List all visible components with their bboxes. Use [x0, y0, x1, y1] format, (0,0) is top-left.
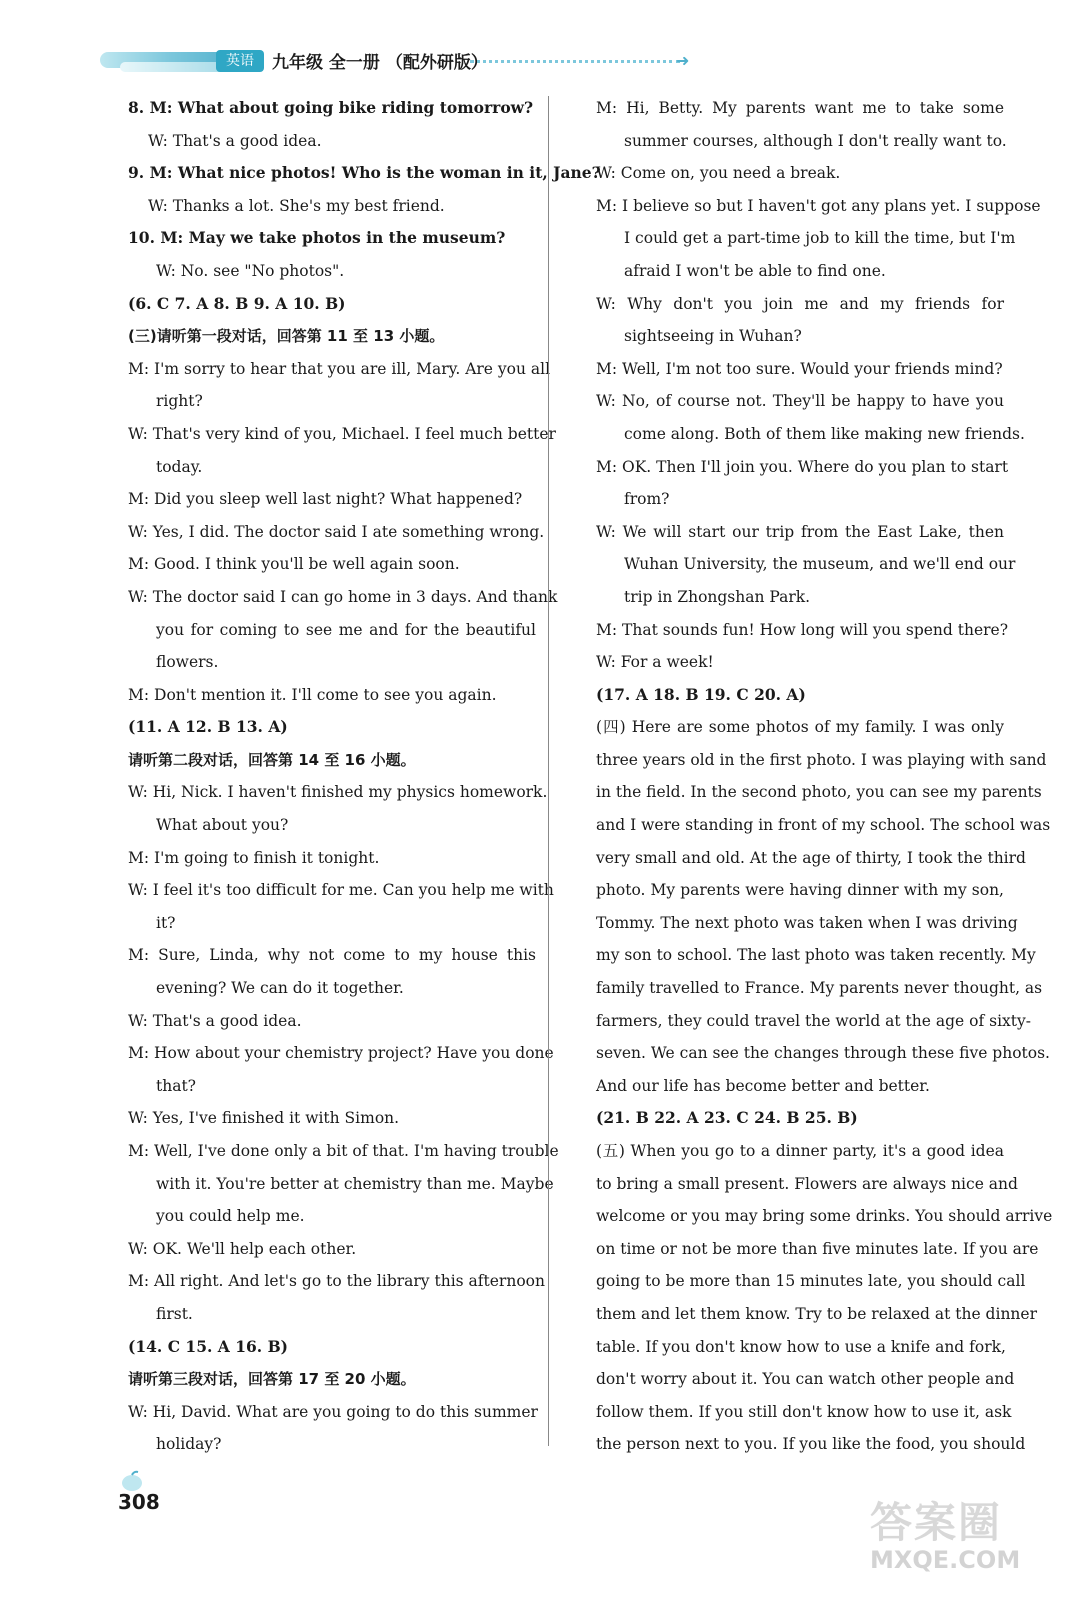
text-line: the person next to you. If you like the food, you should: [596, 1435, 1026, 1454]
text-line: sightseeing in Wuhan?: [624, 327, 802, 346]
text-line: (17. A 18. B 19. C 20. A): [596, 684, 806, 704]
header-dotted-line: [470, 60, 680, 63]
text-line: W: That's a good idea.: [128, 1011, 302, 1030]
text-line: seven. We can see the changes through these five photos.: [596, 1044, 1050, 1063]
text-line: going to be more than 15 minutes late, you should call: [596, 1272, 1026, 1291]
text-line: W: No. see "No photos".: [156, 261, 345, 280]
text-line: first.: [156, 1304, 193, 1323]
text-line: W: Yes, I've finished it with Simon.: [128, 1109, 400, 1128]
page-header: [100, 40, 720, 80]
text-line: table. If you don't know how to use a knife and fork,: [596, 1337, 1006, 1356]
watermark: [870, 1490, 1030, 1590]
text-line: very small and old. At the age of thirty, I took the third: [596, 848, 1026, 867]
text-line: 8. M: What about going bike riding tomorrow?: [128, 98, 534, 117]
text-line: in the field. In the second photo, you can see my parents: [596, 783, 1042, 802]
text-line: three years old in the first photo. I was playing with sand: [596, 750, 1047, 769]
text-line: with it. You're better at chemistry than me. Maybe: [156, 1174, 554, 1193]
text-line: W: Thanks a lot. She's my best friend.: [148, 196, 445, 215]
text-line: W: Yes, I did. The doctor said I ate something wrong.: [128, 522, 545, 541]
text-line: to bring a small present. Flowers are always nice and: [596, 1174, 1018, 1193]
text-line: 请听第三段对话，回答第 17 至 20 小题。: [128, 1370, 416, 1389]
text-line: M: How about your chemistry project? Have you done: [128, 1044, 554, 1063]
subject-tag: 英语: [216, 50, 264, 72]
text-line: today.: [156, 457, 203, 476]
text-line: M: Sure, Linda, why not come to my house this: [128, 946, 536, 965]
text-line: M: Did you sleep well last night? What happened?: [128, 490, 523, 509]
text-line: W: We will start our trip from the East Lake, then: [596, 522, 1004, 541]
text-line: don't worry about it. You can watch other people and: [596, 1370, 1015, 1389]
text-line: W: That's very kind of you, Michael. I feel much better: [128, 424, 556, 443]
text-line: holiday?: [156, 1435, 222, 1454]
text-line: (6. C 7. A 8. B 9. A 10. B): [128, 293, 346, 313]
text-line: W: Why don't you join me and my friends for: [596, 294, 1004, 313]
text-line: W: Come on, you need a break.: [596, 164, 841, 183]
text-line: W: For a week!: [596, 653, 714, 672]
watermark-url: MXQE.COM: [870, 1546, 1021, 1574]
text-line: my son to school. The last photo was taken recently. My: [596, 946, 1036, 965]
watermark-logo-text: 答案圈: [870, 1498, 1003, 1547]
text-line: W: Hi, Nick. I haven't finished my physics homework.: [128, 783, 548, 802]
page-number: 308: [118, 1490, 160, 1514]
text-line: W: That's a good idea.: [148, 131, 322, 150]
text-line: M: I believe so but I haven't got any plans yet. I suppose: [596, 196, 1041, 215]
arrow-icon: ➜: [676, 51, 690, 70]
text-line: flowers.: [156, 653, 219, 672]
text-line: I could get a part-time job to kill the time, but I'm: [624, 229, 1016, 248]
text-line: M: Hi, Betty. My parents want me to take some: [596, 99, 1004, 117]
text-line: family travelled to France. My parents never thought, as: [596, 979, 1043, 998]
left-column: [128, 92, 601, 1461]
book-title: 九年级 全一册 （配外研版）: [272, 53, 488, 73]
text-line: afraid I won't be able to find one.: [624, 261, 886, 280]
text-line: (14. C 15. A 16. B): [128, 1336, 289, 1356]
text-line: W: Hi, David. What are you going to do this summer: [128, 1402, 538, 1421]
text-line: them and let them know. Try to be relaxed at the dinner: [596, 1304, 1037, 1323]
text-line: What about you?: [156, 816, 289, 835]
text-line: follow them. If you still don't know how to use it, ask: [596, 1402, 1012, 1421]
text-line: (21. B 22. A 23. C 24. B 25. B): [596, 1108, 858, 1128]
text-line: it?: [156, 913, 176, 932]
text-line: W: No, of course not. They'll be happy to have you: [596, 392, 1004, 411]
right-column: [596, 92, 1053, 1461]
text-line: (四) Here are some photos of my family. I was only: [596, 718, 1004, 737]
text-line: M: Good. I think you'll be well again soon.: [128, 555, 460, 574]
text-line: M: I'm sorry to hear that you are ill, Mary. Are you all: [128, 359, 551, 378]
text-line: (11. A 12. B 13. A): [128, 717, 288, 737]
text-line: and I were standing in front of my school. The school was: [596, 816, 1051, 835]
header-decoration-secondary: [120, 62, 230, 72]
text-line: W: OK. We'll help each other.: [128, 1239, 357, 1258]
text-line: right?: [156, 392, 203, 411]
text-line: M: OK. Then I'll join you. Where do you plan to start: [596, 457, 1009, 476]
text-line: farmers, they could travel the world at the age of sixty-: [596, 1011, 1032, 1030]
text-line: welcome or you may bring some drinks. You should arrive: [596, 1207, 1053, 1226]
apple-icon: [120, 1470, 144, 1492]
text-line: W: I feel it's too difficult for me. Can you help me with: [128, 881, 554, 900]
text-line: you for coming to see me and for the beautiful: [156, 620, 536, 639]
column-divider: [548, 96, 549, 1446]
text-line: Wuhan University, the museum, and we'll end our: [624, 555, 1016, 574]
text-line: M: That sounds fun! How long will you spend there?: [596, 620, 1009, 639]
text-line: from?: [624, 490, 670, 509]
text-line: M: Well, I'm not too sure. Would your friends mind?: [596, 359, 1003, 378]
text-line: M: I'm going to finish it tonight.: [128, 848, 380, 867]
text-line: trip in Zhongshan Park.: [624, 587, 811, 606]
text-line: M: Well, I've done only a bit of that. I'm having trouble: [128, 1142, 559, 1160]
text-line: that?: [156, 1076, 196, 1095]
text-line: 请听第二段对话，回答第 14 至 16 小题。: [128, 750, 416, 769]
text-line: come along. Both of them like making new friends.: [624, 424, 1025, 443]
text-line: you could help me.: [156, 1207, 305, 1226]
text-line: 10. M: May we take photos in the museum?: [128, 228, 506, 248]
text-line: on time or not be more than five minutes late. If you are: [596, 1239, 1039, 1258]
text-line: W: The doctor said I can go home in 3 days. And thank: [128, 587, 558, 606]
text-line: And our life has become better and better.: [596, 1076, 930, 1095]
text-line: photo. My parents were having dinner with my son,: [596, 881, 1004, 900]
text-line: M: All right. And let's go to the library this afternoon: [128, 1272, 545, 1291]
text-line: (五) When you go to a dinner party, it's a good idea: [596, 1142, 1004, 1160]
text-line: Tommy. The next photo was taken when I was driving: [596, 913, 1018, 932]
text-line: 9. M: What nice photos! Who is the woman in it, Jane?: [128, 163, 601, 183]
text-line: (三)请听第一段对话，回答第 11 至 13 小题。: [128, 327, 445, 346]
text-line: M: Don't mention it. I'll come to see you again.: [128, 685, 497, 704]
text-line: evening? We can do it together.: [156, 979, 404, 998]
text-line: summer courses, although I don't really want to.: [624, 131, 1007, 150]
